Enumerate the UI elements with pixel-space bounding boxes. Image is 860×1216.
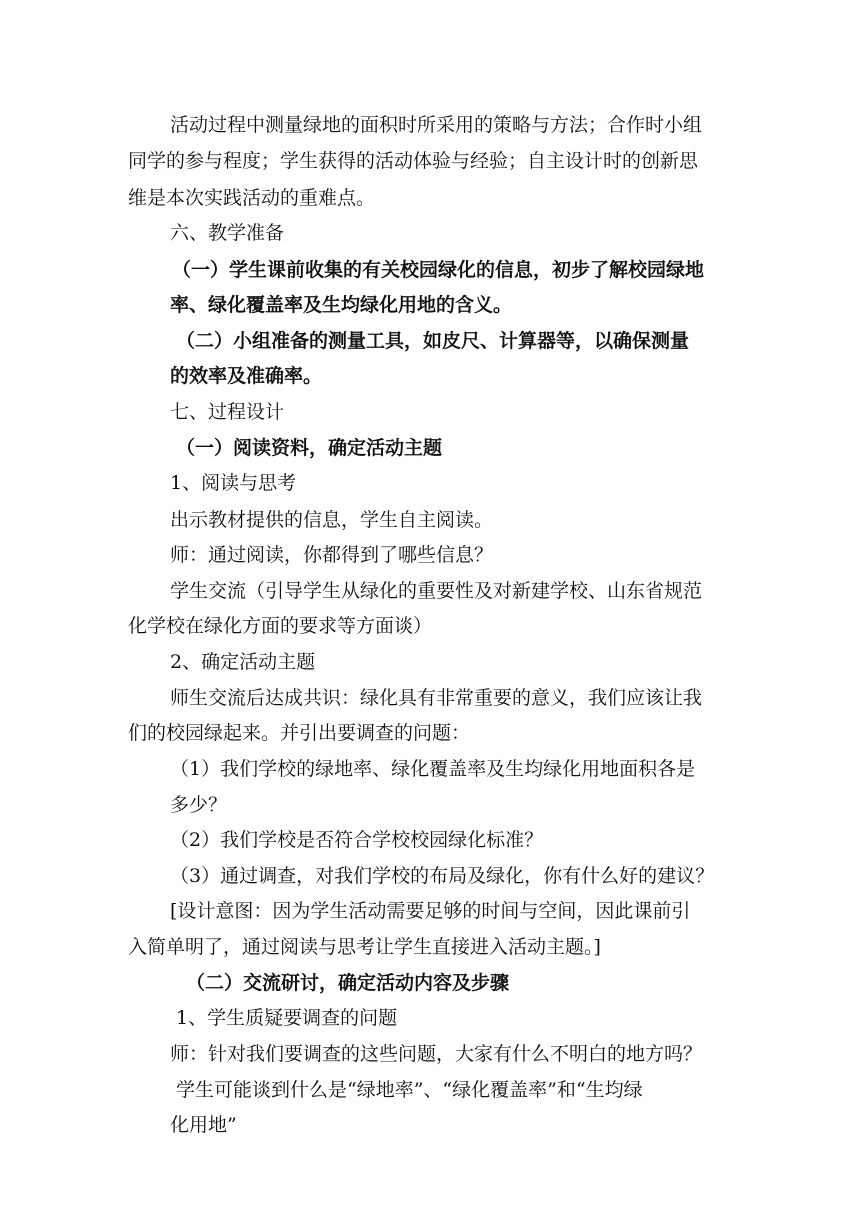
paragraph-line: 师生交流后达成共识：绿化具有非常重要的意义，我们应该让我 xyxy=(170,687,703,709)
paragraph-line: 维是本次实践活动的重难点。 xyxy=(128,187,376,209)
design-note-line: 入简单明了，通过阅读与思考让学生直接进入活动主题。] xyxy=(128,936,601,958)
bold-paragraph-line: （二）小组准备的测量工具，如皮尺、计算器等，以确保测量 xyxy=(176,330,690,352)
bold-paragraph-line: 的效率及准确率。 xyxy=(170,365,323,387)
paragraph-line: 师：通过阅读，你都得到了哪些信息？ xyxy=(170,544,494,566)
subsection-heading: （二）交流研讨，确定活动内容及步骤 xyxy=(186,972,510,994)
question-line: （3）通过调查，对我们学校的布局及绿化，你有什么好的建议？ xyxy=(170,865,715,887)
question-line: 多少？ xyxy=(170,794,228,816)
paragraph-line: 出示教材提供的信息，学生自主阅读。 xyxy=(170,509,494,531)
bold-paragraph-line: 率、绿化覆盖率及生均绿化用地的含义。 xyxy=(170,294,513,316)
subsection-heading: （一）阅读资料，确定活动主题 xyxy=(176,437,443,459)
item-heading: 1、阅读与思考 xyxy=(170,472,297,494)
paragraph-line: 学生可能谈到什么是“绿地率”、“绿化覆盖率”和“生均绿 xyxy=(176,1079,643,1101)
paragraph-line: 同学的参与程度；学生获得的活动体验与经验；自主设计时的创新思 xyxy=(128,150,699,172)
section-heading: 七、过程设计 xyxy=(170,401,285,423)
bold-paragraph-line: （一）学生课前收集的有关校园绿化的信息，初步了解校园绿地 xyxy=(172,259,705,281)
design-note-line: [设计意图：因为学生活动需要足够的时间与空间，因此课前引 xyxy=(170,900,691,922)
paragraph-line: 化学校在绿化方面的要求等方面谈） xyxy=(128,615,433,637)
question-line: （2）我们学校是否符合学校校园绿化标准？ xyxy=(170,829,544,851)
item-heading: 2、确定活动主题 xyxy=(170,651,316,673)
paragraph-line: 化用地” xyxy=(170,1114,237,1136)
paragraph-line: 们的校园绿起来。并引出要调查的问题： xyxy=(128,722,471,744)
paragraph-line: 活动过程中测量绿地的面积时所采用的策略与方法；合作时小组 xyxy=(170,114,703,136)
paragraph-line: 学生交流（引导学生从绿化的重要性及对新建学校、山东省规范 xyxy=(170,580,703,602)
question-line: （1）我们学校的绿地率、绿化覆盖率及生均绿化用地面积各是 xyxy=(170,758,696,780)
paragraph-line: 师：针对我们要调查的这些问题，大家有什么不明白的地方吗？ xyxy=(170,1043,703,1065)
section-heading: 六、教学准备 xyxy=(170,222,285,244)
item-heading: 1、学生质疑要调查的问题 xyxy=(176,1007,398,1029)
